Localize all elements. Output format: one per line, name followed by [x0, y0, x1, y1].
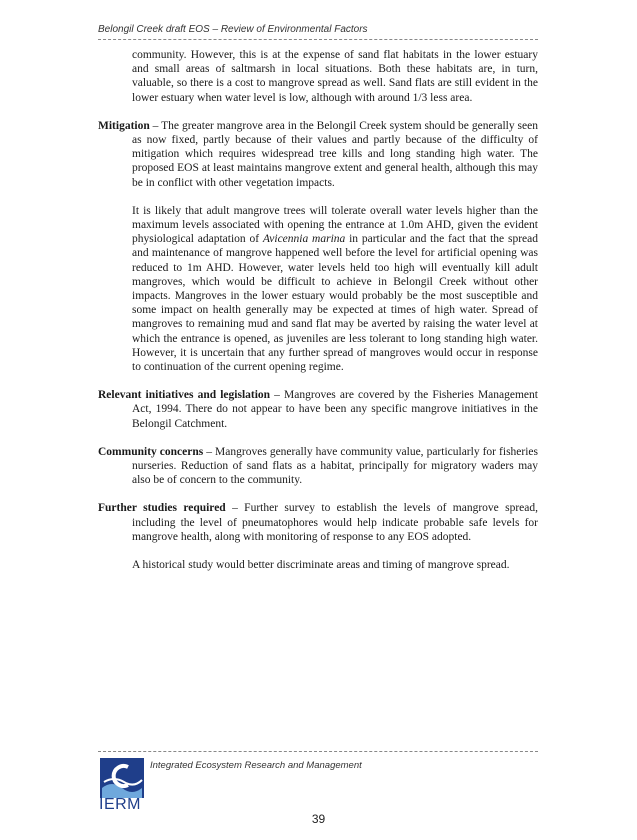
community-label: Community concerns: [98, 445, 204, 458]
tolerance-text-before: It is likely that adult mangrove trees will tolerate overall water levels higher than the maximum levels associated with opening the entrance at 1.0m AHD, given the evident physiological adaptation of: [132, 204, 538, 246]
document-body: [98, 48, 538, 586]
page-number: 39: [311, 812, 326, 826]
mitigation-text: – The greater mangrove area in the Belongil Creek system should be generally seen as now fixed, partly because of their values and partly because of the difficulty of mitigation which requires widespread tree kills and long standing high water. The proposed EOS at least maintains mangrove extent and general health, although this may be in conflict with other vegetation impacts.: [132, 119, 538, 189]
historical-study-paragraph: A historical study would better discriminate areas and timing of mangrove spread.: [132, 559, 510, 572]
further-studies-text: – Further survey to establish the levels of mangrove spread, including the level of pneumatophores would help indicate probable safe levels for mangrove health, along with monitoring of response to any EOS adopted.: [132, 502, 538, 543]
logo-wordmark: IERM: [99, 796, 141, 813]
mitigation-paragraph: [98, 119, 538, 190]
further-studies-paragraph: [98, 501, 538, 544]
organisation-name: Integrated Ecosystem Research and Management: [150, 760, 362, 771]
initiatives-paragraph: [98, 388, 538, 431]
further-studies-label: Further studies required: [98, 502, 226, 515]
ierm-logo-icon: [100, 758, 144, 798]
species-name: Avicennia marina: [262, 233, 346, 246]
header-divider: [98, 39, 538, 40]
community-text: – Mangroves generally have community value, particularly for fisheries nurseries. Reduction of sand flats as a habitat, principally for migratory waders may also be of concern to the community.: [132, 445, 539, 487]
mitigation-label: Mitigation: [98, 119, 150, 132]
mangrove-tolerance-paragraph: [132, 204, 538, 374]
running-header: Belongil Creek draft EOS – Review of Environmental Factors: [98, 24, 368, 35]
initiatives-label: Relevant initiatives and legislation: [98, 389, 271, 402]
community-paragraph: [98, 445, 539, 488]
initiatives-text: – Mangroves are covered by the Fisheries Management Act, 1994. There do not appear to have been any specific mangrove initiatives in the Belongil Catchment.: [132, 389, 538, 430]
footer-divider: [98, 751, 538, 752]
tolerance-text-after: in particular and the fact that the spread and maintenance of mangrove happened well before the level for artificial opening was reduced to 1m AHD. However, water levels held too high will eventually kill adult mangroves, which would be difficult to achieve in Belongil Creek without other impacts. Mangroves in the lower estuary would probably be the most susceptible and some impact on health generally may be expected at times of high water. Spread of mangroves to remaining mud and sand flat may be averted by raising the water level at which the entrance is opened, as juveniles are less tolerant to long standing high water. However, it is uncertain that any further spread of mangroves would occur in response to continuation of the current opening regime.: [132, 233, 538, 374]
intro-paragraph: community. However, this is at the expense of sand flat habitats in the lower estuary and small areas of saltmarsh in local situations. Both these habitats are, in turn, valuable, so there is a cost to mangrove spread as well. Sand flats are still evident in the lower estuary when water level is low, although with around 1/3 less area.: [132, 49, 538, 104]
